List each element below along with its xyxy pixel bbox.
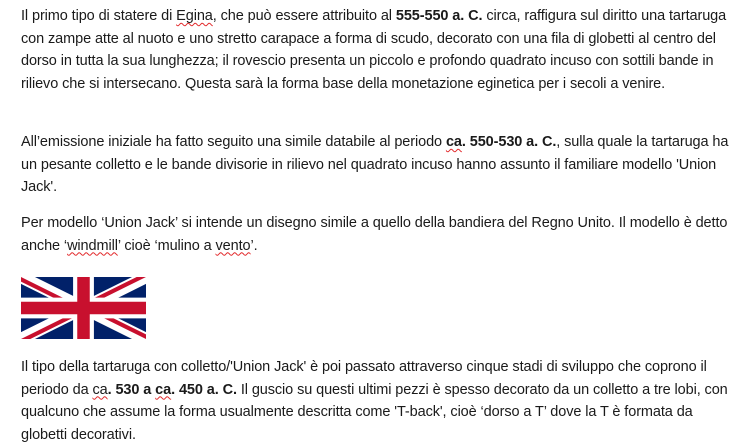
paragraph-3 <box>21 212 729 257</box>
union-jack-flag-image <box>21 277 146 339</box>
text-run: Il primo tipo di statere di <box>21 8 177 24</box>
text-run: Il tipo della tartaruga con colletto/'Union Jack' è poi passato attraverso cinque stadi di sviluppo che coprono il periodo da <box>21 359 707 398</box>
spellcheck-word: vento <box>215 237 251 254</box>
document-body <box>21 5 729 446</box>
bold-date: . 450 a. C. <box>171 381 237 398</box>
text-run: All’emissione iniziale ha fatto seguito una simile databile al periodo <box>21 134 446 150</box>
spellcheck-word: ca <box>155 381 172 398</box>
paragraph-spacing <box>21 118 729 131</box>
text-run: Il guscio su questi ultimi pezzi è spesso decorato da un colletto a tre lobi, con qualcuno che assume la forma usualmente descritta come 'T-back', cioè ‘dorso a T’ dove la T è formata da globetti decorativi. <box>21 381 728 443</box>
spellcheck-word: Egina <box>176 8 213 24</box>
paragraph-spacing <box>21 199 729 212</box>
paragraph-1 <box>21 5 729 118</box>
bold-date: . 550-530 a. C. <box>461 134 557 150</box>
text-run: circa, raffigura sul diritto una tartaruga con zampe atte al nuoto e uno stretto carapace a forma di scudo, decorato con una fila di globetti al centro del dorso in tutta la sua lunghezza; il rovescio presenta un piccolo e profondo quadrato incuso con sottili bande in rilievo che si intersecano. Questa sarà la forma base della monetazione eginetica per i secoli a venire. <box>21 8 727 92</box>
spellcheck-word: ca <box>445 134 462 150</box>
union-jack-flag-icon <box>21 277 146 339</box>
text-run: ’ cioè ‘mulino a <box>117 237 216 254</box>
paragraph-2 <box>21 131 729 199</box>
paragraph-4 <box>21 356 729 446</box>
bold-date: 555-550 a. C. <box>395 8 483 24</box>
text-run: Per modello ‘Union Jack’ si intende un disegno simile a quello della bandiera del Regno Unito. Il modello è detto anche ‘ <box>21 215 728 254</box>
text-run: , che può essere attribuito al <box>212 8 396 24</box>
text-run: ’. <box>250 237 258 254</box>
spellcheck-word: ca <box>92 381 108 398</box>
text-run: , sulla quale la tartaruga ha un pesante colletto e le bande divisorie in rilievo nel quadrato incuso hanno assunto il familiare modello 'Union Jack'. <box>21 134 729 196</box>
spellcheck-word: windmill <box>67 237 118 254</box>
bold-date: . 530 a <box>107 381 156 398</box>
